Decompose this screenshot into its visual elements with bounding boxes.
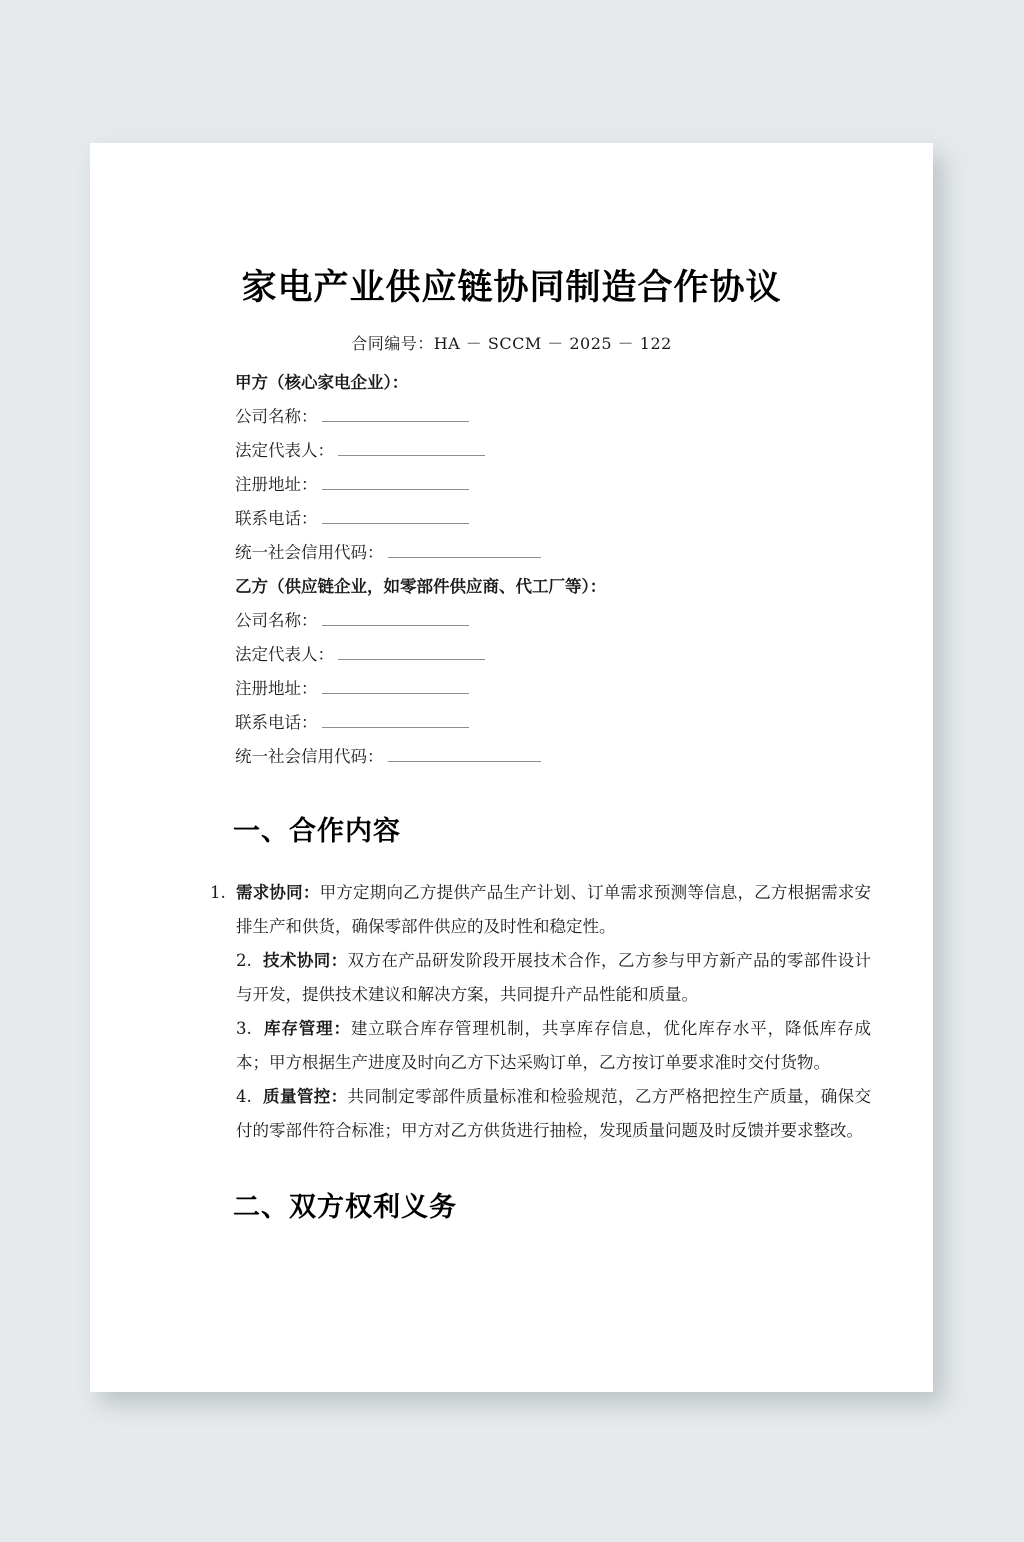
clause-item xyxy=(148,876,875,944)
clause-item xyxy=(148,1012,875,1080)
clause-body: 共同制定零部件质量标准和检验规范，乙方严格把控生产质量，确保交付的零部件符合标准；甲方对乙方供货进行抽检，发现质量问题及时反馈并要求整改。 xyxy=(236,1087,872,1140)
field-label: 联系电话： xyxy=(235,509,318,528)
document-content xyxy=(90,143,933,1392)
field-label: 公司名称： xyxy=(235,611,318,630)
field-label: 法定代表人： xyxy=(235,645,334,664)
clause-term: 库存管理： xyxy=(263,1019,351,1038)
party-b-block xyxy=(148,570,875,774)
blank-fill-line[interactable] xyxy=(338,644,485,660)
blank-fill-line[interactable] xyxy=(388,542,541,558)
clause-term: 需求协同： xyxy=(236,883,320,902)
clause-marker: 3. xyxy=(236,1019,252,1038)
field-label: 注册地址： xyxy=(235,475,318,494)
blank-fill-line[interactable] xyxy=(322,610,469,626)
party-b-heading: 乙方（供应链企业，如零部件供应商、代工厂等）： xyxy=(235,577,607,596)
blank-fill-line[interactable] xyxy=(388,746,541,762)
field-label: 统一社会信用代码： xyxy=(235,747,384,766)
clause-body: 双方在产品研发阶段开展技术合作，乙方参与甲方新产品的零部件设计与开发，提供技术建议和解决方案，共同提升产品性能和质量。 xyxy=(236,951,872,1004)
party-a-field-company xyxy=(148,400,875,434)
field-label: 法定代表人： xyxy=(235,441,334,460)
clause-marker: 2. xyxy=(236,951,252,970)
field-label: 统一社会信用代码： xyxy=(235,543,384,562)
party-a-field-phone xyxy=(148,502,875,536)
section-heading-one: 一、合作内容 xyxy=(233,816,401,847)
clause-item xyxy=(148,1080,875,1148)
clause-marker: 1. xyxy=(210,883,226,902)
party-a-field-address xyxy=(148,468,875,502)
clause-term: 技术协同： xyxy=(263,951,348,970)
field-label: 公司名称： xyxy=(235,407,318,426)
document-page xyxy=(90,143,933,1392)
clause-term: 质量管控： xyxy=(263,1087,348,1106)
party-a-field-credit-code xyxy=(148,536,875,570)
party-b-field-company xyxy=(148,604,875,638)
party-b-field-credit-code xyxy=(148,740,875,774)
clause-body: 建立联合库存管理机制，共享库存信息，优化库存水平，降低库存成本；甲方根据生产进度及时向乙方下达采购订单，乙方按订单要求准时交付货物。 xyxy=(236,1019,872,1072)
blank-fill-line[interactable] xyxy=(322,712,469,728)
party-a-field-legal-rep xyxy=(148,434,875,468)
party-b-field-address xyxy=(148,672,875,706)
page-title: 家电产业供应链协同制造合作协议 xyxy=(241,267,782,308)
party-b-field-legal-rep xyxy=(148,638,875,672)
clause-marker: 4. xyxy=(236,1087,252,1106)
blank-fill-line[interactable] xyxy=(338,440,485,456)
party-a-heading: 甲方（核心家电企业）： xyxy=(235,373,409,392)
blank-fill-line[interactable] xyxy=(322,678,469,694)
clause-item xyxy=(148,944,875,1012)
field-label: 联系电话： xyxy=(235,713,318,732)
party-a-block xyxy=(148,366,875,570)
clause-body: 甲方定期向乙方提供产品生产计划、订单需求预测等信息，乙方根据需求安排生产和供货，确保零部件供应的及时性和稳定性。 xyxy=(236,883,872,936)
contract-number: 合同编号：HA － SCCM － 2025 － 122 xyxy=(351,334,672,353)
field-label: 注册地址： xyxy=(235,679,318,698)
blank-fill-line[interactable] xyxy=(322,406,469,422)
blank-fill-line[interactable] xyxy=(322,508,469,524)
party-b-field-phone xyxy=(148,706,875,740)
blank-fill-line[interactable] xyxy=(322,474,469,490)
section-heading-two: 二、双方权利义务 xyxy=(233,1192,457,1223)
section-one-clause-list xyxy=(148,850,875,1148)
